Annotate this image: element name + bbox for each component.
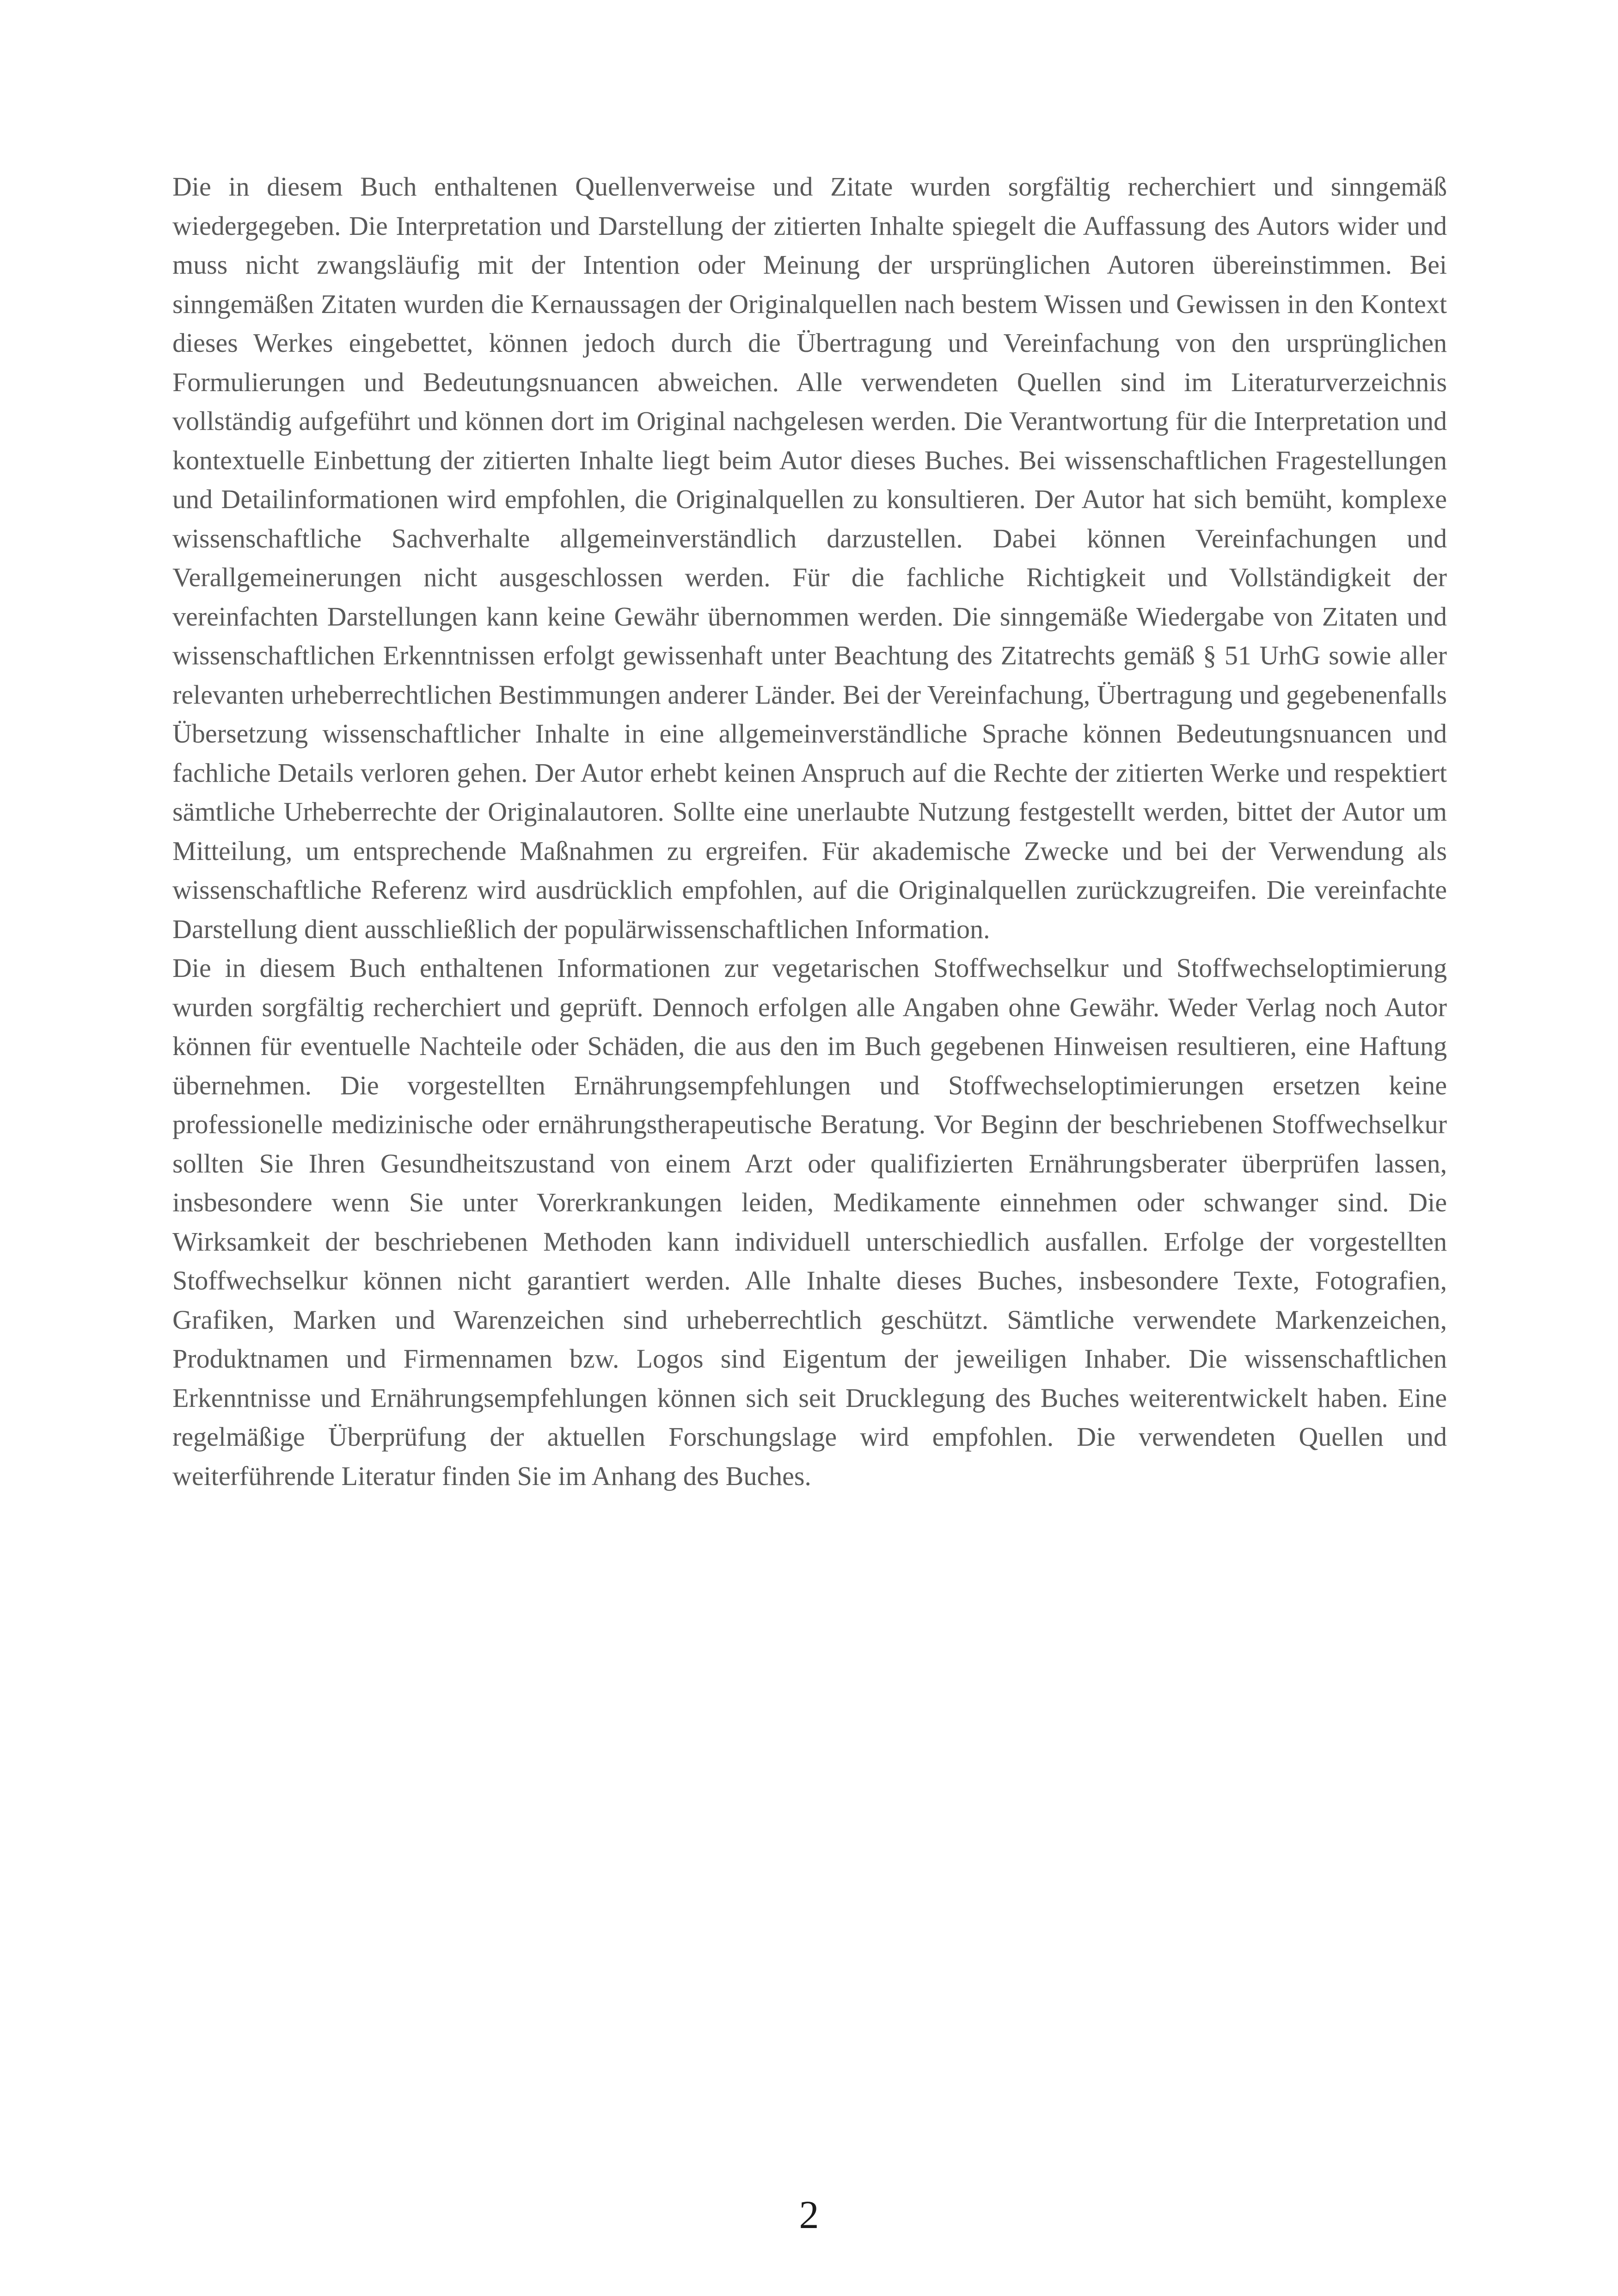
paragraph-citations-disclaimer: Die in diesem Buch enthaltenen Quellenverweise und Zitate wurden sorgfältig recherchiert und sinngemäß wiedergegeben. Die Interpretation und Darstellung der zitierten Inhalte spiegelt die Auffassung des Autors wider und muss nicht zwangsläufig mit der Intention oder Meinung der ursprünglichen Autoren übereinstimmen. Bei sinngemäßen Zitaten wurden die Kernaussagen der Originalquellen nach bestem Wissen und Gewissen in den Kontext dieses Werkes eingebettet, können jedoch durch die Übertragung und Vereinfachung von den ursprünglichen Formulierungen und Bedeutungsnuancen abweichen. Alle verwendeten Quellen sind im Literaturverzeichnis vollständig aufgeführt und können dort im Original nachgelesen werden. Die Verantwortung für die Interpretation und kontextuelle Einbettung der zitierten Inhalte liegt beim Autor dieses Buches. Bei wissenschaftlichen Fragestellungen und Detailinformationen wird empfohlen, die Originalquellen zu konsultieren. Der Autor hat sich bemüht, komplexe wissenschaftliche Sachverhalte allgemeinverständlich darzustellen. Dabei können Vereinfachungen und Verallgemeinerungen nicht ausgeschlossen werden. Für die fachliche Richtigkeit und Vollständigkeit der vereinfachten Darstellungen kann keine Gewähr übernommen werden. Die sinngemäße Wiedergabe von Zitaten und wissenschaftlichen Erkenntnissen erfolgt gewissenhaft unter Beachtung des Zitatrechts gemäß § 51 UrhG sowie aller relevanten urheberrechtlichen Bestimmungen anderer Länder. Bei der Vereinfachung, Übertragung und gegebenenfalls Übersetzung wissenschaftlicher Inhalte in eine allgemeinverständliche Sprache können Bedeutungsnuancen und fachliche Details verloren gehen. Der Autor erhebt keinen Anspruch auf die Rechte der zitierten Werke und respektiert sämtliche Urheberrechte der Originalautoren. Sollte eine unerlaubte Nutzung festgestellt werden, bittet der Autor um Mitteilung, um entsprechende Maßnahmen zu ergreifen. Für akademische Zwecke und bei der Verwendung als wissenschaftliche Referenz wird ausdrücklich empfohlen, auf die Originalquellen zurückzugreifen. Die vereinfachte Darstellung dient ausschließlich der populärwissenschaftlichen Information. (172, 172, 1447, 944)
page-number: 2 (799, 2192, 819, 2237)
body-text (172, 167, 1447, 1496)
paragraph-liability-disclaimer: Die in diesem Buch enthaltenen Informationen zur vegetarischen Stoffwechselkur und Stoffwechseloptimierung wurden sorgfältig recherchiert und geprüft. Dennoch erfolgen alle Angaben ohne Gewähr. Weder Verlag noch Autor können für eventuelle Nachteile oder Schäden, die aus den im Buch gegebenen Hinweisen resultieren, eine Haftung übernehmen. Die vorgestellten Ernährungsempfehlungen und Stoffwechseloptimierungen ersetzen keine professionelle medizinische oder ernährungstherapeutische Beratung. Vor Beginn der beschriebenen Stoffwechselkur sollten Sie Ihren Gesundheitszustand von einem Arzt oder qualifizierten Ernährungsberater überprüfen lassen, insbesondere wenn Sie unter Vorerkrankungen leiden, Medikamente einnehmen oder schwanger sind. Die Wirksamkeit der beschriebenen Methoden kann individuell unterschiedlich ausfallen. Erfolge der vorgestellten Stoffwechselkur können nicht garantiert werden. Alle Inhalte dieses Buches, insbesondere Texte, Fotografien, Grafiken, Marken und Warenzeichen sind urheberrechtlich geschützt. Sämtliche verwendete Markenzeichen, Produktnamen und Firmennamen bzw. Logos sind Eigentum der jeweiligen Inhaber. Die wissenschaftlichen Erkenntnisse und Ernährungsempfehlungen können sich seit Drucklegung des Buches weiterentwickelt haben. Eine regelmäßige Überprüfung der aktuellen Forschungslage wird empfohlen. Die verwendeten Quellen und weiterführende Literatur finden Sie im Anhang des Buches. (172, 953, 1447, 1491)
